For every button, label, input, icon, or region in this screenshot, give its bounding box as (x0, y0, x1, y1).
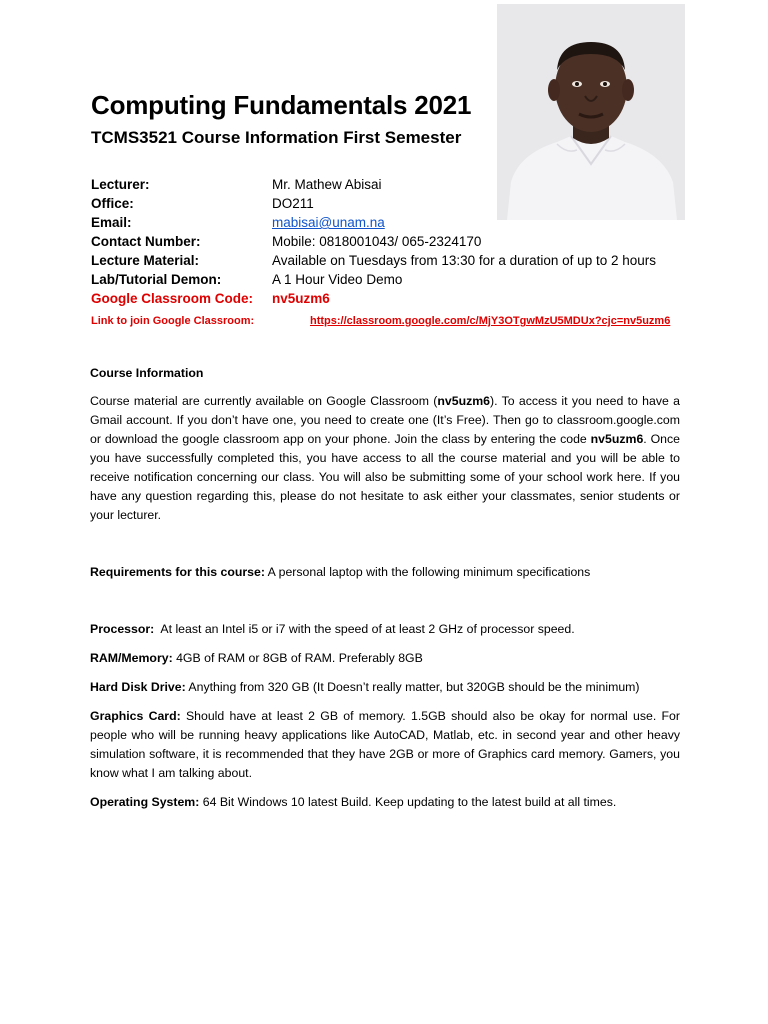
classroom-link-label: Link to join Google Classroom: (91, 315, 255, 327)
graphics-label: Graphics Card: (90, 709, 181, 723)
lecture-material-row (91, 253, 691, 272)
os-paragraph (90, 793, 680, 812)
course-details (91, 177, 691, 332)
requirements-label: Requirements for this course: (90, 565, 265, 579)
processor-paragraph (90, 620, 680, 639)
document-subtitle: TCMS3521 Course Information First Semester (91, 128, 462, 147)
hdd-label: Hard Disk Drive: (90, 680, 186, 694)
hdd-text: Anything from 320 GB (It Doesn’t really matter, but 320GB should be the minimum) (185, 680, 640, 694)
requirements-text: A personal laptop with the following minimum specifications (264, 565, 591, 579)
course-info-code-1: nv5uzm6 (437, 394, 490, 408)
lab-row (91, 272, 691, 291)
lecturer-value: Mr. Mathew Abisai (272, 177, 382, 192)
processor-text: At least an Intel i5 or i7 with the speed of at least 2 GHz of processor speed. (154, 622, 575, 636)
os-label: Operating System: (90, 795, 200, 809)
ram-paragraph (90, 649, 680, 668)
graphics-paragraph (90, 707, 680, 783)
classroom-link-row (91, 310, 691, 332)
email-label: Email: (91, 215, 132, 230)
course-info-text-3: . Once you have successfully completed this, you have access to all the course material and you will be able to receive notification concerning our class. You will also be submitting some of your school work here. If you have any question regarding this, please do not hesitate to ask either your classmates, senior students or your lecturer. (90, 432, 680, 522)
requirements-paragraph (90, 563, 680, 582)
os-text: 64 Bit Windows 10 latest Build. Keep updating to the latest build at all times. (199, 795, 617, 809)
document-title: Computing Fundamentals 2021 (91, 90, 472, 120)
lab-label: Lab/Tutorial Demon: (91, 272, 222, 287)
course-info-text-1: Course material are currently available on Google Classroom ( (90, 394, 438, 408)
office-value: DO211 (272, 196, 314, 211)
office-label: Office: (91, 196, 134, 211)
ram-label: RAM/Memory: (90, 651, 173, 665)
processor-label: Processor: (90, 622, 155, 636)
classroom-code-value: nv5uzm6 (272, 291, 330, 306)
ram-text: 4GB of RAM or 8GB of RAM. Preferably 8GB (172, 651, 423, 665)
contact-label: Contact Number: (91, 234, 201, 249)
course-info-paragraph (90, 392, 680, 525)
document-body (90, 364, 680, 812)
office-row (91, 196, 691, 215)
lab-value: A 1 Hour Video Demo (272, 272, 403, 287)
course-info-text-2: ). To access it you need to have a Gmail account. If you don’t have one, you need to create one (It’s Free). Then go to classroom.google.com or download the google classroom app on your phone. Join the class by entering the code (90, 394, 680, 446)
lecturer-label: Lecturer: (91, 177, 150, 192)
classroom-link[interactable]: https://classroom.google.com/c/MjY3OTgwMzU5MDUx?cjc=nv5uzm6 (310, 315, 671, 327)
lecture-material-label: Lecture Material: (91, 253, 200, 268)
course-info-heading: Course Information (90, 366, 204, 380)
classroom-code-row (91, 291, 691, 310)
email-row (91, 215, 691, 234)
course-info-code-2: nv5uzm6 (590, 432, 644, 446)
hdd-paragraph (90, 678, 680, 697)
contact-value: Mobile: 0818001043/ 065-2324170 (272, 234, 482, 249)
email-link[interactable]: mabisai@unam.na (272, 215, 385, 230)
classroom-code-label: Google Classroom Code: (91, 291, 254, 306)
contact-row (91, 234, 691, 253)
lecture-material-value: Available on Tuesdays from 13:30 for a duration of up to 2 hours (272, 253, 656, 268)
lecturer-row (91, 177, 691, 196)
graphics-text: Should have at least 2 GB of memory. 1.5GB should also be okay for normal use. For people who will be running heavy applications like AutoCAD, Matlab, etc. in second year and other heavy simulation software, it is recommended that they have 2GB or more of Graphics card memory. Gamers, you know what I am talking about. (90, 709, 680, 780)
